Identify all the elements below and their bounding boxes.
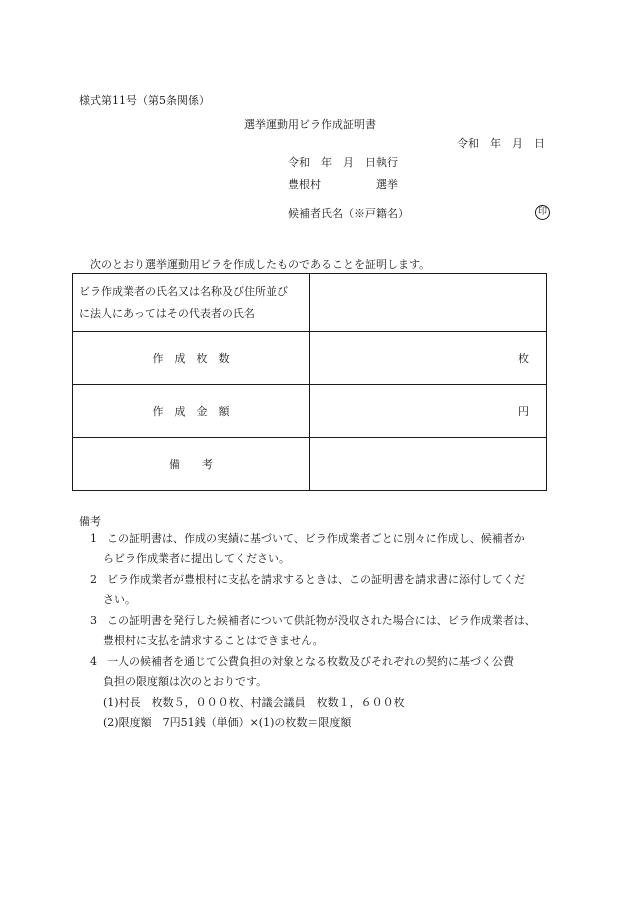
remarks-label: 備 考 (73, 438, 310, 491)
remarks-field[interactable] (310, 438, 547, 491)
producer-name-label-line2: に法人にあってはその代表者の氏名 (79, 306, 255, 320)
certificate-table (72, 273, 547, 491)
note-3-line1: この証明書を発行した候補者について供託物が没収された場合には、ビラ作成業者は、 (107, 614, 536, 627)
amount-field[interactable] (310, 385, 547, 438)
note-number: 4 (90, 655, 97, 668)
producer-name-label (73, 274, 310, 332)
producer-name-field[interactable] (310, 274, 547, 332)
table-row (73, 385, 547, 438)
note-number: 3 (90, 614, 97, 627)
election-name-line: 豊根村 選挙 (288, 178, 398, 191)
quantity-label: 作 成 枚 数 (73, 332, 310, 385)
note-4-sub2: (2)限度額 7円51銭（単価）×(1)の枚数＝限度額 (103, 716, 352, 729)
note-3-line2: 豊根村に支払を請求することはできません。 (103, 634, 324, 647)
execution-date-line: 令和 年 月 日執行 (288, 156, 398, 169)
candidate-name-line: 候補者氏名（※戸籍名） (288, 207, 409, 220)
quantity-field[interactable] (310, 332, 547, 385)
note-1-line2: らビラ作成業者に提出してください。 (103, 552, 290, 565)
note-2-line1: ビラ作成業者が豊根村に支払を請求するときは、この証明書を請求書に添付してくだ (107, 573, 525, 586)
amount-label: 作 成 金 額 (73, 385, 310, 438)
document-title: 選挙運動用ビラ作成証明書 (244, 118, 376, 131)
note-1-line1: この証明書は、作成の実績に基づいて、ビラ作成業者ごとに別々に作成し、候補者か (107, 532, 525, 545)
certification-statement: 次のとおり選挙運動用ビラを作成したものであることを証明します。 (90, 258, 431, 271)
producer-name-label-line1: ビラ作成業者の氏名又は名称及び住所並び (79, 284, 288, 298)
note-4-line1: 一人の候補者を通じて公費負担の対象となる枚数及びそれぞれの契約に基づく公費 (107, 655, 514, 668)
amount-unit: 円 (518, 405, 529, 418)
note-4-sub1: (1)村長 枚数５，０００枚、村議会議員 枚数１，６００枚 (103, 696, 405, 709)
note-number: 1 (90, 532, 97, 545)
note-number: 2 (90, 573, 97, 586)
seal-mark: 印 (535, 205, 550, 220)
note-2-line2: さい。 (103, 593, 136, 606)
quantity-unit: 枚 (518, 352, 529, 365)
date-line: 令和 年 月 日 (457, 137, 545, 150)
notes-title: 備考 (79, 515, 101, 528)
table-row (73, 274, 547, 332)
note-4-line2: 負担の限度額は次のとおりです。 (103, 675, 268, 688)
table-row (73, 438, 547, 491)
table-row (73, 332, 547, 385)
form-label: 様式第11号（第5条関係） (79, 94, 210, 107)
